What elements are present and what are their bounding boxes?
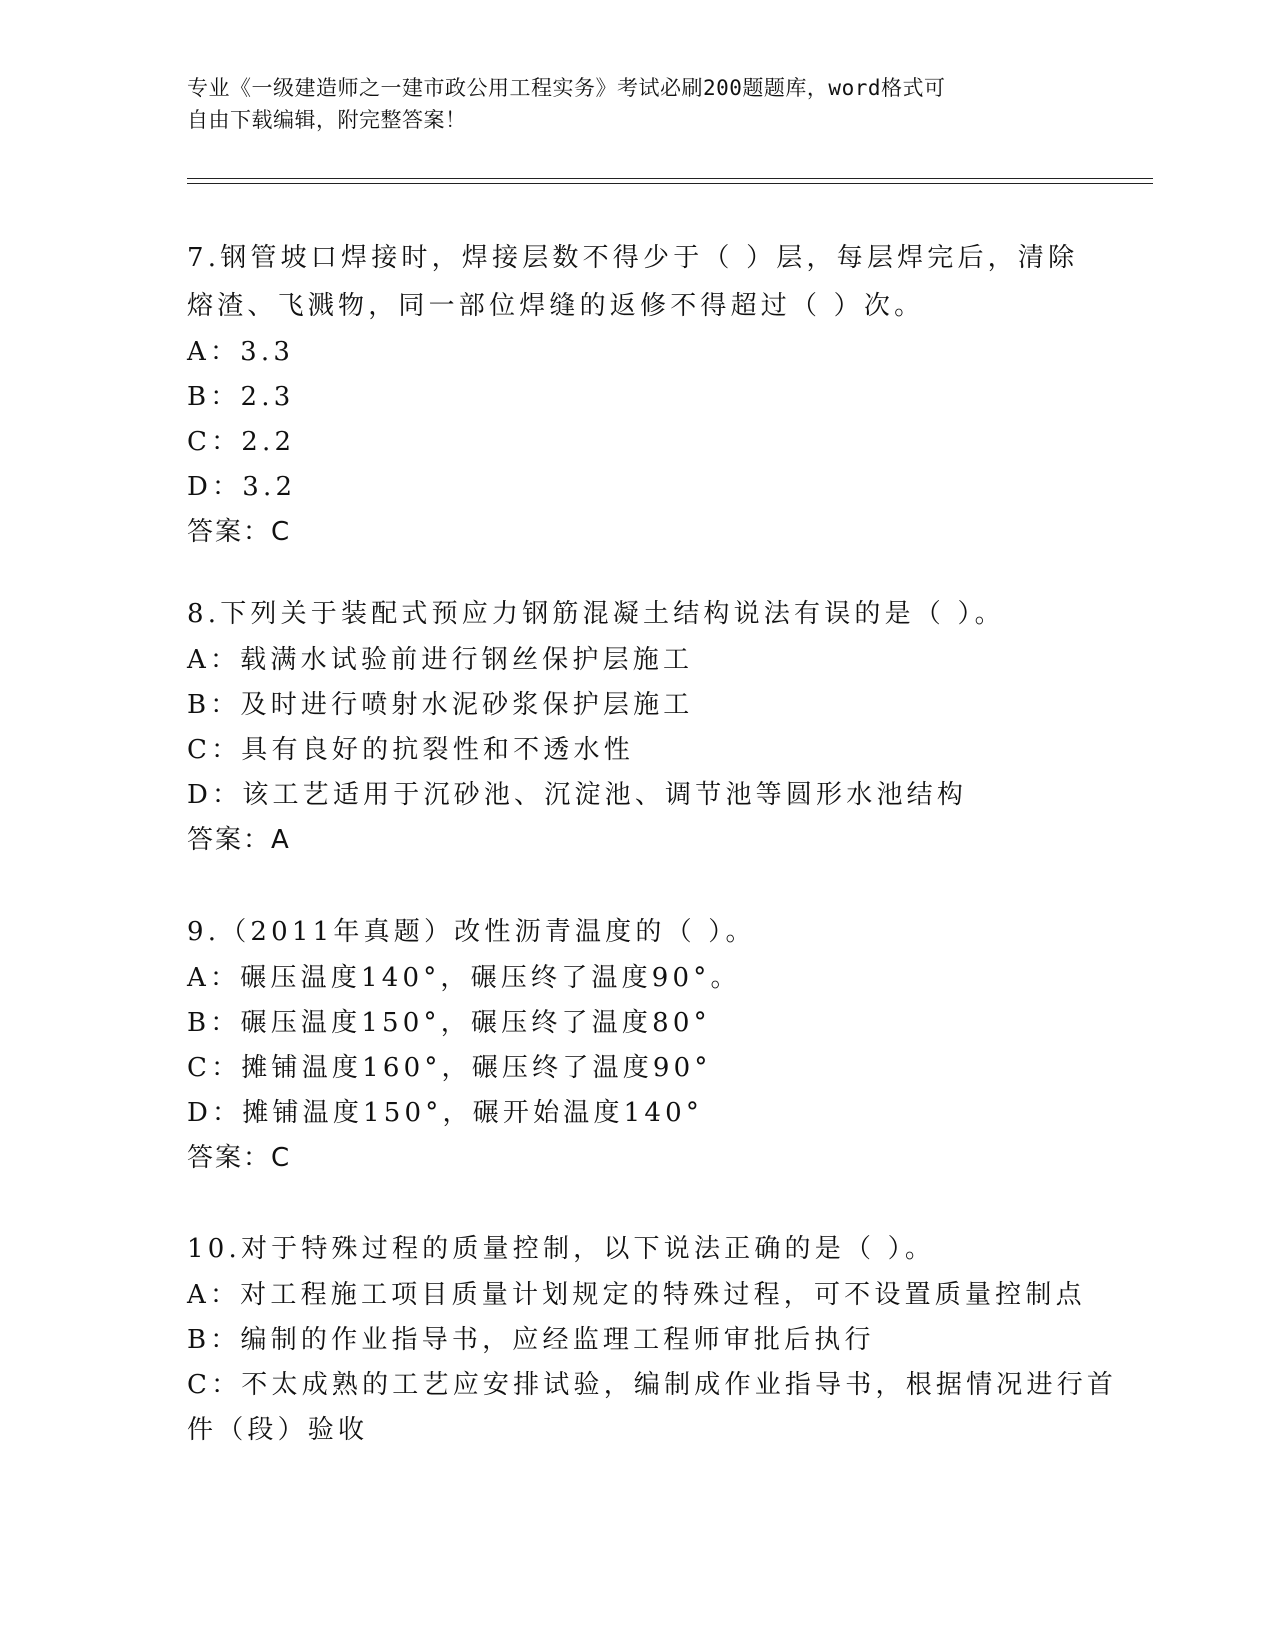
question-9 bbox=[187, 908, 1087, 1181]
option-b: B：2.3 bbox=[187, 382, 295, 412]
option-c: C：具有良好的抗裂性和不透水性 bbox=[187, 735, 634, 765]
option-b: B：碾压温度150°，碾压终了温度80° bbox=[187, 1008, 711, 1038]
header-divider-top bbox=[187, 178, 1153, 179]
document-header bbox=[187, 72, 1087, 136]
option-c: C：摊铺温度160°，碾压终了温度90° bbox=[187, 1053, 712, 1083]
answer: 答案：C bbox=[187, 1143, 292, 1173]
question-stem: 8.下列关于装配式预应力钢筋混凝土结构说法有误的是（ ）。 bbox=[187, 599, 1005, 629]
header-line-1: 专业《一级建造师之一建市政公用工程实务》考试必刷200题题库，word格式可 bbox=[187, 76, 946, 100]
option-a: A：载满水试验前进行钢丝保护层施工 bbox=[187, 645, 694, 675]
question-10 bbox=[187, 1225, 1118, 1453]
question-7 bbox=[187, 234, 1087, 555]
option-c-continued: 件（段）验收 bbox=[187, 1415, 369, 1445]
answer: 答案：A bbox=[187, 825, 291, 855]
question-8 bbox=[187, 590, 1087, 863]
question-stem-continued: 熔渣、飞溅物，同一部位焊缝的返修不得超过（ ）次。 bbox=[187, 291, 925, 321]
question-stem: 10.对于特殊过程的质量控制，以下说法正确的是（ ）。 bbox=[187, 1234, 936, 1264]
option-c: C：2.2 bbox=[187, 427, 296, 457]
option-d: D：该工艺适用于沉砂池、沉淀池、调节池等圆形水池结构 bbox=[187, 780, 968, 810]
question-stem: 9.（2011年真题）改性沥青温度的（ ）。 bbox=[187, 917, 756, 947]
answer: 答案：C bbox=[187, 517, 292, 547]
option-b: B：编制的作业指导书，应经监理工程师审批后执行 bbox=[187, 1325, 875, 1355]
option-c: C：不太成熟的工艺应安排试验，编制成作业指导书，根据情况进行首 bbox=[187, 1370, 1118, 1400]
option-b: B：及时进行喷射水泥砂浆保护层施工 bbox=[187, 690, 694, 720]
option-a: A：对工程施工项目质量计划规定的特殊过程，可不设置质量控制点 bbox=[187, 1280, 1086, 1310]
option-a: A：3.3 bbox=[187, 337, 295, 367]
option-d: D：3.2 bbox=[187, 472, 297, 502]
header-line-2: 自由下载编辑，附完整答案！ bbox=[187, 108, 467, 132]
question-stem: 7.钢管坡口焊接时，焊接层数不得少于（ ）层，每层焊完后，清除 bbox=[187, 243, 1079, 273]
header-divider-bottom bbox=[187, 183, 1153, 184]
option-a: A：碾压温度140°，碾压终了温度90°。 bbox=[187, 963, 741, 993]
option-d: D：摊铺温度150°，碾开始温度140° bbox=[187, 1098, 704, 1128]
